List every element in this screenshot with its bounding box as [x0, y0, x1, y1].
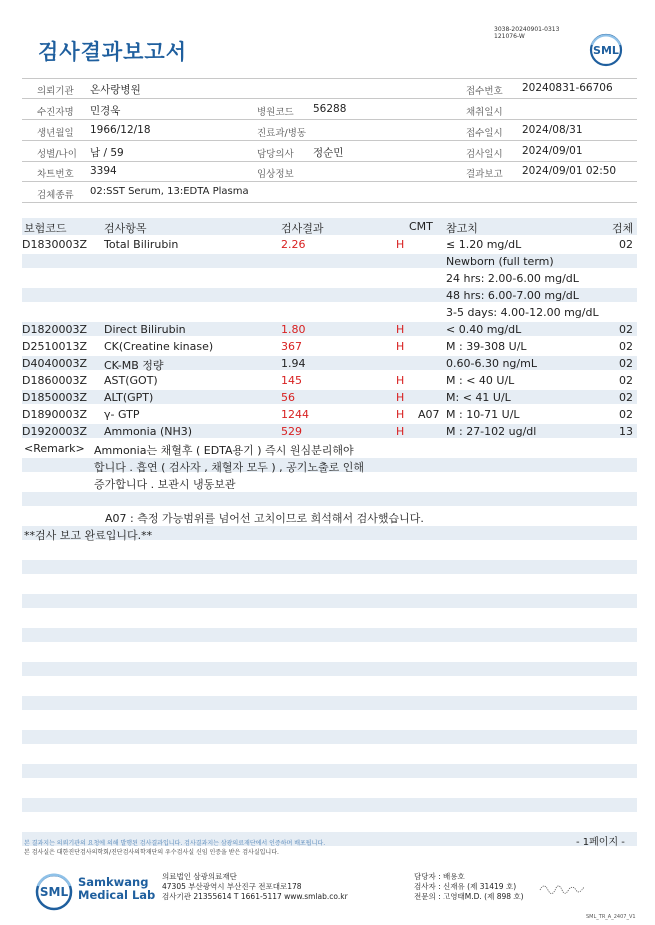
birth-label: 생년월일	[37, 128, 74, 139]
cell-ref: M : 10-71 U/L	[446, 408, 520, 421]
org-address: 47305 부산광역시 부산진구 전포대로178	[162, 882, 302, 891]
collect-date-label: 채취일시	[466, 107, 503, 118]
exam-date-label: 검사일시	[466, 149, 503, 160]
cell-ref: 0.60-6.30 ng/mL	[446, 357, 537, 370]
cell-item: CK-MB 정량	[104, 359, 164, 372]
row-band	[22, 730, 637, 744]
cell-ref: M : 27-102 ug/dl	[446, 425, 537, 438]
table-row	[22, 237, 637, 254]
cell-result: 367	[281, 340, 302, 353]
staff-line: 담당자 : 배용호	[414, 872, 465, 881]
cell-flag: H	[396, 374, 405, 387]
logo-text: SML	[39, 885, 69, 899]
cell-code: D1830003Z	[22, 238, 87, 251]
chart-label: 차트번호	[37, 169, 74, 180]
table-row	[22, 390, 637, 407]
cell-flag: H	[396, 408, 405, 421]
cell-code: D1850003Z	[22, 391, 87, 404]
report-date-value: 2024/09/01 02:50	[522, 165, 617, 177]
cell-result: 529	[281, 425, 302, 438]
dept-label: 진료과/병동	[257, 128, 307, 139]
org-name: 의료법인 삼광의료재단	[162, 872, 237, 881]
hospital-code-label: 병원코드	[257, 107, 294, 118]
table-row	[22, 305, 637, 322]
col-code-header: 보험코드	[24, 222, 67, 235]
row-band	[22, 798, 637, 812]
receipt-no-label: 접수번호	[466, 86, 503, 97]
cell-flag: H	[396, 238, 405, 251]
row-band	[22, 492, 637, 506]
page-title: 검사결과보고서	[38, 40, 188, 64]
document-id-line: 121076-W	[494, 33, 525, 40]
row-band	[22, 662, 637, 676]
doctor-value: 정순민	[313, 147, 344, 159]
brand-name-line: Samkwang	[78, 875, 149, 889]
col-item-header: 검사항목	[104, 222, 147, 235]
cell-ref: 24 hrs: 2.00-6.00 mg/dL	[446, 272, 579, 285]
page-number: - 1페이지 -	[576, 837, 625, 848]
cell-ref: ≤ 1.20 mg/dL	[446, 238, 522, 251]
results-table-header	[22, 218, 637, 235]
sml-logo-icon	[589, 33, 623, 67]
specimen-type-label: 검체종류	[37, 190, 74, 201]
report-complete-note: **검사 보고 완료입니다.**	[24, 529, 153, 542]
cell-result: 145	[281, 374, 302, 387]
sex-age-value: 남 / 59	[90, 147, 124, 159]
cmt-a07-note: A07 : 측정 가능범위를 넘어선 고치이므로 희석해서 검사했습니다.	[105, 512, 424, 525]
footer-note: 본 검사실은 대한진단검사의학회/진단검사의학재단의 우수검사실 신임 인증을 받은 검사실입니다.	[24, 849, 279, 856]
logo-text: SML	[593, 44, 619, 57]
cell-specimen: 02	[619, 391, 633, 404]
row-band	[22, 764, 637, 778]
receipt-no-value: 20240831-66706	[522, 82, 613, 94]
cell-code: D1890003Z	[22, 408, 87, 421]
cell-item: ALT(GPT)	[104, 391, 154, 404]
cell-ref: < 0.40 mg/dL	[446, 323, 522, 336]
brand-name	[78, 876, 155, 902]
institution-value: 온사랑병원	[90, 84, 141, 96]
col-result-header: 검사결과	[281, 222, 324, 235]
receipt-date-label: 접수일시	[466, 128, 503, 139]
cell-item: AST(GOT)	[104, 374, 158, 387]
cell-result: 56	[281, 391, 295, 404]
cell-specimen: 02	[619, 374, 633, 387]
receipt-date-value: 2024/08/31	[522, 124, 583, 136]
table-row	[22, 407, 637, 424]
table-row	[22, 373, 637, 390]
sex-age-label: 성별/나이	[37, 149, 77, 160]
cell-ref: Newborn (full term)	[446, 255, 554, 268]
cell-cmt: A07	[418, 408, 440, 421]
cell-ref: 3-5 days: 4.00-12.00 mg/dL	[446, 306, 599, 319]
cell-item: CK(Creatine kinase)	[104, 340, 214, 353]
cell-specimen: 02	[619, 238, 633, 251]
table-row	[22, 271, 637, 288]
form-code: SML_TR_A_2407_V1	[586, 914, 636, 920]
cell-item: Total Bilirubin	[104, 238, 179, 251]
brand-name-line: Medical Lab	[78, 888, 156, 902]
cell-ref: M : < 40 U/L	[446, 374, 515, 387]
row-band	[22, 696, 637, 710]
chart-value: 3394	[90, 165, 117, 177]
remark-line: 합니다 . 흡연 ( 검사자 , 채혈자 모두 ) , 공기노출로 인해	[94, 461, 365, 474]
clinical-label: 임상정보	[257, 169, 294, 180]
exam-date-value: 2024/09/01	[522, 145, 583, 157]
patient-value: 민경욱	[90, 105, 121, 117]
table-row	[22, 424, 637, 441]
cell-flag: H	[396, 340, 405, 353]
row-band	[22, 594, 637, 608]
institution-label: 의뢰기관	[37, 86, 74, 97]
cell-item: Ammonia (NH3)	[104, 425, 193, 438]
cell-flag: H	[396, 323, 405, 336]
cell-result: 2.26	[281, 238, 306, 251]
sml-footer-logo-icon	[34, 872, 74, 912]
table-row	[22, 356, 637, 373]
cell-result: 1.94	[281, 357, 306, 370]
org-contact: 검사기관 21355614 T 1661-5117 www.smlab.co.kr	[162, 892, 348, 901]
cell-specimen: 02	[619, 323, 633, 336]
table-row	[22, 322, 637, 339]
specimen-type-value: 02:SST Serum, 13:EDTA Plasma	[90, 186, 249, 197]
staff-line: 전문의 : 고영태M.D. (제 898 호)	[414, 892, 524, 901]
hospital-code-value: 56288	[313, 103, 347, 115]
birth-value: 1966/12/18	[90, 124, 151, 136]
document-id	[494, 26, 559, 40]
doctor-label: 담당의사	[257, 149, 294, 160]
table-row	[22, 288, 637, 305]
report-date-label: 결과보고	[466, 169, 503, 180]
staff-info	[414, 872, 524, 902]
cell-ref: M: < 41 U/L	[446, 391, 511, 404]
cell-ref: M : 39-308 U/L	[446, 340, 527, 353]
cell-flag: H	[396, 391, 405, 404]
cell-specimen: 13	[619, 425, 633, 438]
cell-code: D1820003Z	[22, 323, 87, 336]
cell-item: γ- GTP	[104, 408, 140, 421]
cell-specimen: 02	[619, 408, 633, 421]
cell-specimen: 02	[619, 357, 633, 370]
col-cmt-header: CMT	[409, 220, 433, 233]
table-row	[22, 339, 637, 356]
remark-line: 증가합니다 . 보관시 냉동보관	[94, 478, 236, 491]
footer-note: 본 결과지는 의뢰기관의 요청에 의해 발행된 검사결과입니다. 검사결과지는 삼광의료재단에서 인증하며 배포됩니다.	[24, 840, 326, 847]
signature-icon	[538, 880, 588, 896]
cell-item: Direct Bilirubin	[104, 323, 186, 336]
cell-ref: 48 hrs: 6.00-7.00 mg/dL	[446, 289, 579, 302]
staff-line: 검사자 : 신재유 (제 31419 호)	[414, 882, 517, 891]
col-specimen-header: 검체	[612, 222, 634, 235]
row-band	[22, 628, 637, 642]
col-ref-header: 참고치	[446, 222, 478, 235]
remark-line: Ammonia는 채혈후 ( EDTA용기 ) 즉시 원심분리해야	[94, 444, 354, 457]
org-info	[162, 872, 348, 902]
document-id-line: 3038-20240901-0313	[494, 26, 560, 33]
cell-result: 1.80	[281, 323, 306, 336]
table-row	[22, 254, 637, 271]
cell-code: D4040003Z	[22, 357, 87, 370]
cell-flag: H	[396, 425, 405, 438]
cell-code: D1860003Z	[22, 374, 87, 387]
patient-label: 수진자명	[37, 107, 74, 118]
cell-result: 1244	[281, 408, 309, 421]
remark-label: <Remark>	[24, 442, 85, 455]
cell-code: D1920003Z	[22, 425, 87, 438]
row-band	[22, 560, 637, 574]
cell-code: D2510013Z	[22, 340, 87, 353]
cell-specimen: 02	[619, 340, 633, 353]
